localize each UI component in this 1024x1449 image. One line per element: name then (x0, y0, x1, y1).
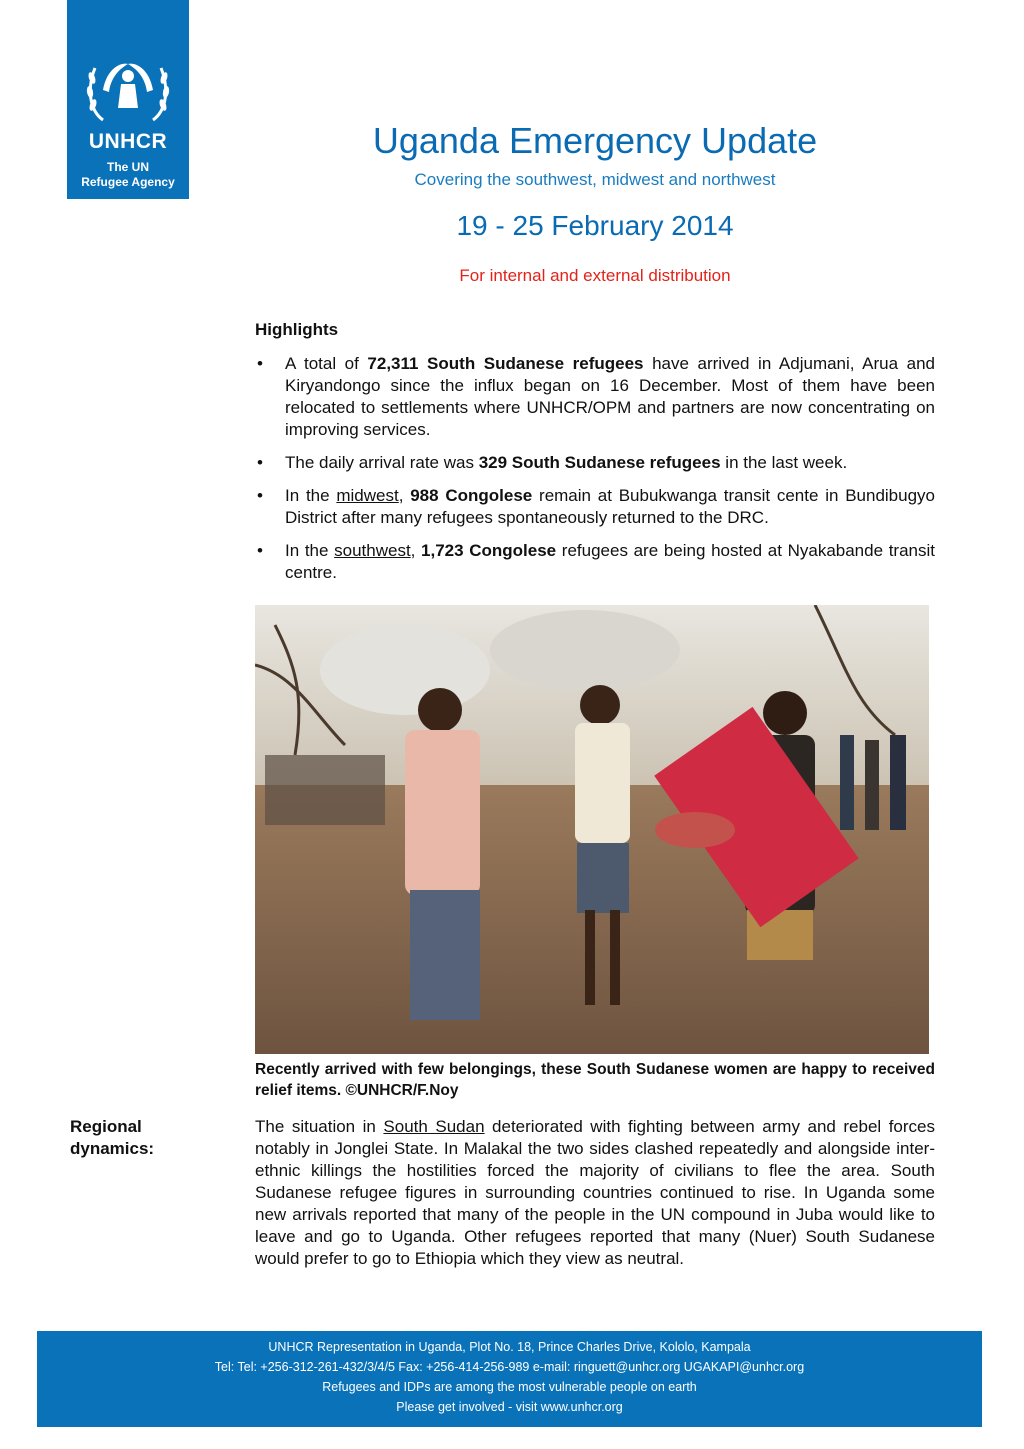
highlight-text: , (410, 541, 422, 560)
label-line: dynamics: (70, 1139, 155, 1158)
highlights-heading: Highlights (255, 320, 339, 339)
highlight-item (255, 353, 935, 441)
regional-dynamics-label (70, 1116, 230, 1160)
highlight-text: in the last week. (720, 453, 848, 472)
distribution-note: For internal and external distribution (459, 266, 731, 285)
date-range: 19 - 25 February 2014 (456, 210, 734, 241)
footer-address: UNHCR Representation in Uganda, Plot No. 18, Prince Charles Drive, Kololo, Kampala (268, 1340, 751, 1354)
highlights-list (255, 353, 935, 595)
highlight-figure: 988 Congolese (410, 486, 533, 505)
highlight-figure: 1,723 Congolese (421, 541, 557, 560)
logo-wordmark: UNHCR (88, 130, 168, 153)
highlight-text: In the (285, 486, 337, 505)
unhcr-logo (67, 0, 189, 199)
highlight-text: remain at Bubukwanga transit cente in Bundibugyo District after many refugees spontaneously returned to the DRC. (285, 486, 935, 527)
bullet-icon: • (257, 541, 263, 560)
paragraph-text: The situation in (255, 1117, 384, 1136)
footer-website: Please get involved - visit www.unhcr.org (396, 1400, 623, 1414)
southwest-link[interactable]: southwest (334, 541, 411, 560)
highlight-text: , (398, 486, 411, 505)
regional-dynamics-text (255, 1116, 935, 1270)
south-sudan-link[interactable]: South Sudan (383, 1117, 485, 1136)
highlight-text: A total of (285, 354, 368, 373)
logo-tagline-line1: The UN (107, 160, 149, 174)
unhcr-emblem-icon (81, 58, 175, 124)
bullet-icon: • (257, 354, 263, 373)
photo-caption: Recently arrived with few belongings, these South Sudanese women are happy to received relief items. ©UNHCR/F.Noy (255, 1061, 935, 1099)
highlight-item (255, 452, 935, 474)
highlight-text: have arrived in Adjumani, Arua and Kiryandongo since the influx began on 16 December. Most of them have been relocated to settlements where UNHCR/OPM and partners are now concentrating on improving services. (285, 354, 935, 439)
highlight-item (255, 540, 935, 584)
bullet-icon: • (257, 453, 263, 472)
highlight-text: refugees are being hosted at Nyakabande transit centre. (285, 541, 935, 582)
highlight-text: The daily arrival rate was (285, 453, 479, 472)
logo-tagline-line2: Refugee Agency (81, 175, 175, 189)
footer-contact: Tel: Tel: +256-312-261-432/3/4/5 Fax: +256-414-256-989 e-mail: ringuett@unhcr.org UGAKAPI@unhcr.org (214, 1360, 805, 1374)
page-title: Uganda Emergency Update (372, 120, 818, 161)
refugee-women-photo (255, 605, 929, 1054)
highlight-item (255, 485, 935, 529)
bullet-icon: • (257, 486, 263, 505)
footer-slogan: Refugees and IDPs are among the most vulnerable people on earth (322, 1380, 697, 1394)
paragraph-text: deteriorated with fighting between army and rebel forces notably in Jonglei State. In Malakal the two sides clashed repeatedly and alongside inter-ethnic killings the hostilities forced the majority of civilians to flee the area. South Sudanese refugee figures in surrounding countries continued to rise. In Uganda some new arrivals reported that many of the people in the UN compound in Juba would like to leave and go to Uganda. Other refugees reported that many (Nuer) South Sudanese would prefer to go to Ethiopia which they view as neutral. (255, 1117, 935, 1268)
footer (37, 1331, 982, 1427)
highlight-figure: 329 South Sudanese refugees (478, 453, 721, 472)
highlight-figure: 72,311 South Sudanese refugees (367, 354, 644, 373)
label-line: Regional (70, 1117, 142, 1136)
midwest-link[interactable]: midwest (336, 486, 399, 505)
page-subtitle: Covering the southwest, midwest and northwest (414, 170, 776, 189)
highlight-text: In the (285, 541, 335, 560)
